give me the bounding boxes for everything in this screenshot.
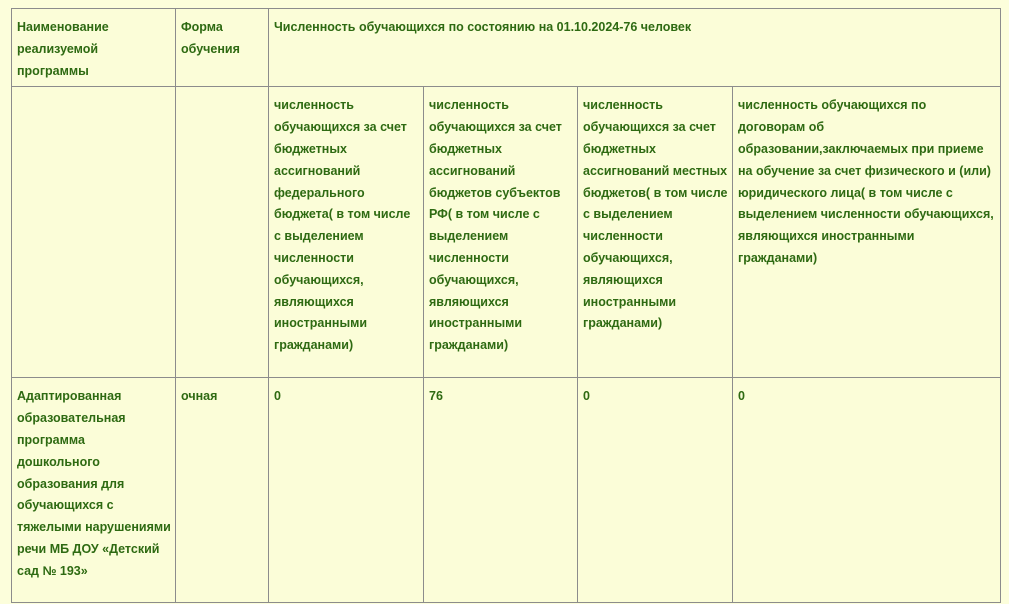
regional-budget-value: 76 bbox=[424, 378, 578, 603]
header-row bbox=[12, 9, 1001, 87]
table-row bbox=[12, 378, 1001, 603]
subheader-contract: численность обучающихся по договорам об образовании,заключаемых при приеме на обучение за счет физического и (или) юридического лица( в том числе с выделением численности обучающихся, являющихся иностранными гражданами) bbox=[733, 87, 1001, 378]
report-table-container bbox=[11, 8, 1001, 603]
header-total-count: Численность обучающихся по состоянию на 01.10.2024-76 человек bbox=[269, 9, 1001, 87]
subheader-empty-program bbox=[12, 87, 176, 378]
students-count-table bbox=[11, 8, 1001, 603]
program-name-cell: Адаптированная образовательная программа дошкольного образования для обучающихся с тяжелыми нарушениями речи МБ ДОУ «Детский сад № 193» bbox=[12, 378, 176, 603]
federal-budget-value: 0 bbox=[269, 378, 424, 603]
subheader-federal-budget: численность обучающихся за счет бюджетных ассигнований федерального бюджета( в том числе с выделением численности обучающихся, являющихся иностранными гражданами) bbox=[269, 87, 424, 378]
header-program-name: Наименование реализуемой программы bbox=[12, 9, 176, 87]
subheader-row bbox=[12, 87, 1001, 378]
subheader-empty-form bbox=[176, 87, 269, 378]
subheader-local-budget: численность обучающихся за счет бюджетных ассигнований местных бюджетов( в том числе с выделением численности обучающихся, являющихся иностранными гражданами) bbox=[578, 87, 733, 378]
header-form: Форма обучения bbox=[176, 9, 269, 87]
form-cell: очная bbox=[176, 378, 269, 603]
subheader-regional-budget: численность обучающихся за счет бюджетных ассигнований бюджетов субъектов РФ( в том числе с выделением численности обучающихся, являющихся иностранными гражданами) bbox=[424, 87, 578, 378]
contract-value: 0 bbox=[733, 378, 1001, 603]
local-budget-value: 0 bbox=[578, 378, 733, 603]
